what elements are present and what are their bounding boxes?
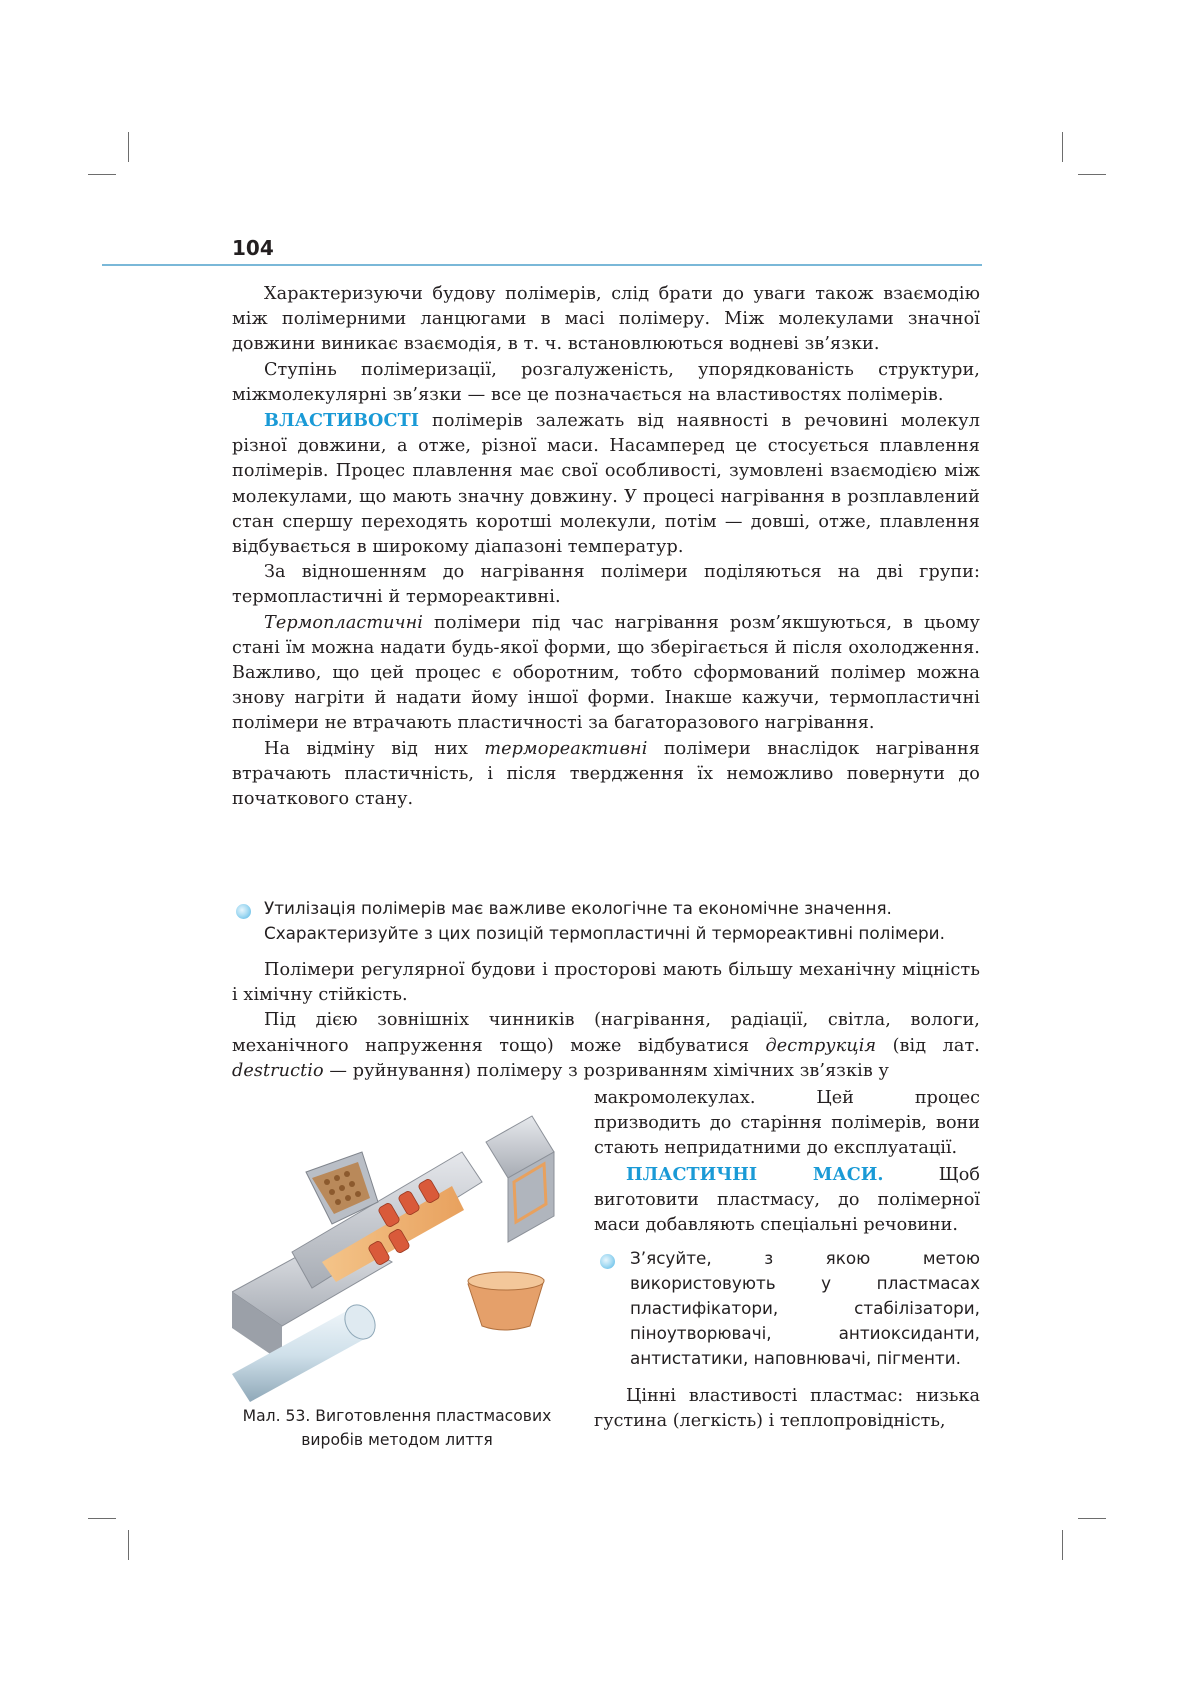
paragraph: Цінні властивості пластмас: низька густина (легкість) і теплопровідність,	[594, 1386, 980, 1432]
crop-mark	[88, 174, 116, 175]
keyword: ВЛАСТИВОСТІ	[264, 410, 420, 432]
crop-mark	[1078, 1518, 1106, 1519]
injection-molding-illustration	[232, 1112, 566, 1402]
page-number: 104	[232, 236, 274, 260]
italic-term: термореактивні	[484, 738, 648, 759]
main-text-2	[232, 958, 980, 1084]
crop-mark	[1062, 132, 1063, 162]
task-bullet-icon	[600, 1254, 615, 1269]
crop-mark	[88, 1518, 116, 1519]
paragraph: На відміну від них термореактивні полімери внаслідок нагрівання втрачають пластичність, і після твердження їх неможливо повернути до початкового стану.	[232, 738, 980, 810]
task-question: Утилізація полімерів має важливе екологічне та економічне значення. Схарактеризуйте з цих позицій термопластичні й термореактивні полімери.	[264, 898, 945, 943]
paragraph: макромолекулах. Цей процес призводить до старіння полімерів, вони стають непридатними до експлуатації.	[594, 1088, 980, 1159]
figure-caption: Мал. 53. Виготовлення пластмасових виробів методом лиття	[242, 1407, 552, 1449]
crop-mark	[1062, 1530, 1063, 1560]
right-column-text	[594, 1384, 980, 1434]
task-question: З’ясуйте, з якою метою використовують у пластмасах пластифікатори, стабілізатори, піноутворювачі, антиоксиданти, антистатики, наповнювачі, пігменти.	[630, 1248, 980, 1368]
paragraph: Полімери регулярної будови і просторові мають більшу механічну міцність і хімічну стійкість.	[232, 960, 980, 1006]
paragraph: Характеризуючи будову полімерів, слід брати до уваги також взаємодію між полімерними ланцюгами в масі полімеру. Між молекулами значної довжини виникає взаємодія, в т. ч. встановлюються водневі зв’язки.	[232, 284, 980, 355]
paragraph: ВЛАСТИВОСТІ полімерів залежать від наявності в речовині молекул різної довжини, а отже, різної маси. Насамперед це стосується плавлення полімерів. Процес плавлення має свої особливості, зумовлені взаємодією між молекулами, що мають значну довжину. У процесі нагрівання в розплавлений стан спершу переходять коротші молекули, потім — довші, отже, плавлення відбувається в широкому діапазоні температур.	[232, 410, 980, 558]
task-bullet-icon	[236, 904, 251, 919]
paragraph: ПЛАСТИЧНІ МАСИ. Щоб виготовити пластмасу, до полімерної маси добавляють спеціальні речовини.	[594, 1163, 980, 1236]
header-rule	[102, 264, 982, 266]
italic-term: Термопластичні	[264, 612, 424, 633]
crop-mark	[128, 132, 129, 162]
crop-mark	[128, 1530, 129, 1560]
paragraph: Під дією зовнішніх чинників (нагрівання, радіації, світла, вологи, механічного напруження тощо) може відбуватися деструкція (від лат. destructio — руйнування) полімеру з розриванням хімічних зв’язків у	[232, 1010, 980, 1081]
right-column-text	[594, 1086, 980, 1238]
keyword: ПЛАСТИЧНІ МАСИ.	[626, 1163, 884, 1185]
paragraph: Ступінь полімеризації, розгалуженість, упорядкованість структури, міжмолекулярні зв’язки — все це позначається на властивостях полімерів.	[232, 359, 980, 405]
crop-mark	[1078, 174, 1106, 175]
paragraph: Термопластичні полімери під час нагрівання розм’якшуються, в цьому стані їм можна надати будь-якої форми, що зберігається й після охолодження. Важливо, що цей процес є оборотним, тобто сформований полімер можна знову нагріти й надати йому іншої форми. Інакше кажучи, термопластичні полімери не втрачають пластичності за багаторазового нагрівання.	[232, 612, 980, 734]
paragraph: За відношенням до нагрівання полімери поділяються на дві групи: термопластичні й термореактивні.	[232, 562, 980, 608]
main-text	[232, 282, 980, 812]
